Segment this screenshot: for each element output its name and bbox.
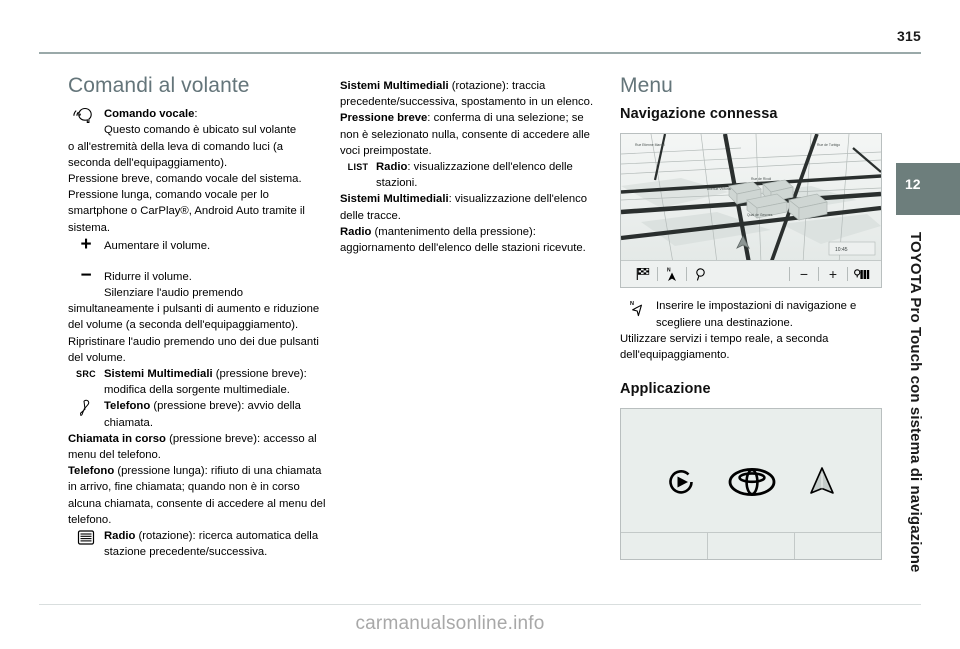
dock-cell[interactable]: [708, 533, 795, 559]
volume-down-line2: Silenziare l'audio premendo: [104, 287, 244, 300]
map-canvas: [621, 134, 881, 263]
src-rest: (pressione breve): modifica della sorgente multimediale.: [104, 368, 307, 397]
footer-divider: [39, 604, 921, 605]
call-in-progress: [68, 431, 328, 463]
zoom-out-button[interactable]: −: [799, 266, 809, 283]
navigation-map-screenshot: [620, 133, 882, 288]
voice-command-item: [68, 106, 328, 138]
phone-long-rest: (pressione lunga): rifiuto di una chiamata in arrivo, fine chiamata; quando non è in corso alcuna chiamata, consente di accedere al menu del telefono.: [68, 465, 326, 526]
map-settings-icon[interactable]: [848, 263, 876, 285]
voice-long-press: Pressione lunga, comando vocale per lo smartphone o CarPlay®, Android Auto tramite il sistema.: [68, 189, 305, 234]
map-street-label: Quai de Gesvres: [747, 213, 773, 218]
phone-rest: (pressione breve): avvio della chiamata.: [104, 400, 301, 429]
volume-up-item: [68, 233, 328, 255]
voice-command-icon: [68, 106, 104, 123]
map-street-label: Rue de Rivoli: [751, 177, 772, 182]
chapter-tab: [896, 163, 960, 215]
src-button-label: SRC: [76, 369, 96, 380]
voice-short-press: Pressione breve, comando vocale del sistema.: [68, 173, 302, 186]
menu-title: Menu: [620, 74, 673, 97]
phone-item: [68, 398, 328, 430]
navigation-arrow-icon[interactable]: [806, 465, 838, 504]
left-column: [68, 74, 328, 560]
volume-down-line1: Ridurre il volume.: [104, 270, 192, 283]
checkered-flag-icon[interactable]: [629, 263, 657, 285]
nav-body-text: Utilizzare servizi i tempo reale, a seconda dell'equipaggiamento.: [620, 332, 829, 362]
page-number: 315: [897, 28, 921, 44]
radio-wheel-text: [104, 528, 328, 560]
chapter-title: TOYOTA Pro Touch con sistema di navigazione: [907, 232, 924, 573]
mid-short-press-rest: : conferma di una selezione; se non è selezionato nulla, consente di accedere alle voci preimpostate.: [340, 112, 590, 157]
src-bold: Sistemi Multimediali: [104, 368, 213, 381]
compass-arrow-icon: [620, 298, 656, 315]
radio-wheel-bold: Radio: [104, 530, 136, 543]
nav-note-text: Inserire le impostazioni di navigazione e scegliere una destinazione.: [656, 300, 857, 329]
minus-icon: −: [80, 264, 92, 286]
radio-wheel-item: [68, 528, 328, 560]
phone-handset-icon: [68, 398, 104, 415]
application-icon-row: [621, 465, 881, 504]
list-bold: Radio: [376, 161, 408, 174]
mid-short-press-bold: Pressione breve: [340, 112, 428, 125]
src-item: [68, 366, 328, 398]
scroll-wheel-icon: [68, 528, 104, 545]
src-text: [104, 366, 328, 398]
volume-down-item: [68, 264, 328, 301]
plus-icon: +: [80, 233, 92, 255]
media-rotation: [340, 78, 600, 110]
zoom-in-button[interactable]: +: [828, 266, 838, 283]
volume-up-text: Aumentare il volume.: [104, 239, 211, 252]
map-street-label: Rue de Turbigo: [817, 143, 841, 148]
applicazione-title: Applicazione: [620, 381, 711, 398]
radio-hold-rest: (mantenimento della pressione): aggiornamento dell'elenco delle stazioni ricevute.: [340, 225, 586, 255]
voice-command-label: Comando vocale: [104, 108, 195, 121]
application-dock: [621, 532, 881, 559]
call-in-progress-bold: Chiamata in corso: [68, 432, 166, 445]
media-list-bold: Sistemi Multimediali: [340, 193, 449, 206]
radio-hold-bold: Radio: [340, 225, 372, 238]
north-compass-icon[interactable]: [658, 263, 686, 285]
dock-cell[interactable]: [795, 533, 881, 559]
list-button-icon: [340, 159, 376, 176]
header-divider: [39, 52, 921, 54]
list-item-row: [340, 159, 600, 191]
volume-down-text: [104, 269, 328, 301]
list-button-label: LIST: [347, 162, 369, 173]
toyota-logo-icon[interactable]: [728, 466, 776, 503]
voice-command-text: [104, 106, 328, 138]
voice-command-colon: :: [194, 108, 198, 121]
media-rotation-rest: (rotazione): traccia precedente/successiva, spostamento in un elenco.: [340, 80, 594, 109]
chapter-number: 12: [905, 176, 921, 192]
phone-long-press: [68, 463, 328, 528]
svg-text:10:45: 10:45: [835, 247, 848, 254]
media-play-icon[interactable]: [664, 465, 698, 504]
media-rotation-bold: Sistemi Multimediali: [340, 80, 449, 92]
media-list-rest: : visualizzazione dell'elenco delle tracce.: [340, 193, 588, 222]
right-column: [620, 74, 882, 560]
map-toolbar: [621, 260, 881, 287]
map-street-label: Rue Etienne Marcel: [635, 143, 665, 148]
svg-text:N: N: [667, 267, 671, 274]
application-screen-screenshot: [620, 408, 882, 560]
media-list: [340, 191, 600, 223]
page-title: Comandi al volante: [68, 74, 250, 97]
radio-wheel-rest: (rotazione): ricerca automatica della stazione precedente/successiva.: [104, 530, 319, 559]
mid-short-press: [340, 110, 600, 159]
magnifier-icon[interactable]: [687, 263, 715, 285]
list-rest: : visualizzazione dell'elenco delle stazioni.: [376, 161, 573, 190]
call-in-progress-rest: (pressione breve): accesso al menu del telefono.: [68, 432, 317, 462]
mute-body: simultaneamente i pulsanti di aumento e riduzione del volume (a seconda dell'equipaggiamento).: [68, 303, 320, 332]
list-text: [376, 159, 600, 191]
connected-navigation-title: Navigazione connessa: [620, 106, 778, 123]
dock-cell[interactable]: [621, 533, 708, 559]
voice-command-line1: Questo comando è ubicato sul volante: [104, 124, 297, 137]
watermark: carmanualsonline.info: [355, 613, 545, 634]
phone-bold: Telefono: [104, 400, 151, 413]
phone-text: [104, 398, 328, 430]
phone-long-bold: Telefono: [68, 465, 115, 478]
svg-text:N: N: [630, 301, 634, 308]
src-button-icon: [68, 366, 104, 383]
map-street-label: Avenue Victoria: [707, 187, 731, 192]
nav-note-item: [620, 298, 882, 330]
restore-body: Ripristinare l'audio premendo uno dei due pulsanti del volume.: [68, 335, 319, 364]
radio-hold: [340, 224, 600, 256]
voice-command-body: o all'estremità della leva di comando luci (a seconda dell'equipaggiamento).: [68, 140, 284, 169]
middle-column: [340, 78, 600, 256]
